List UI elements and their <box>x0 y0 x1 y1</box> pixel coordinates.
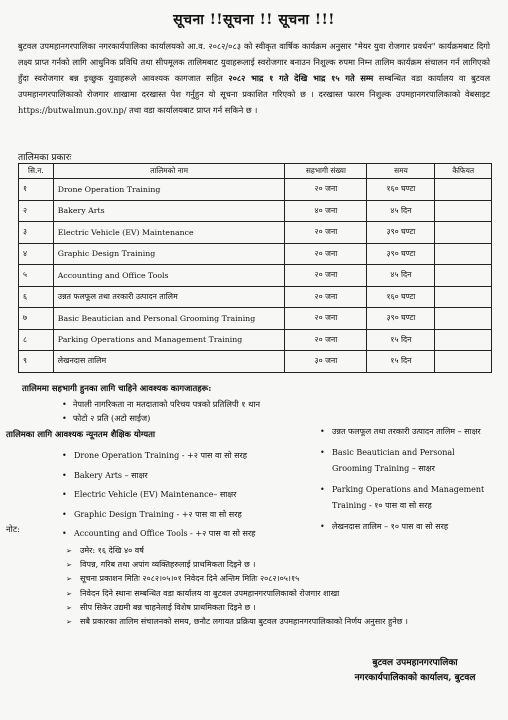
list-item: • नेपाली नागरिकता ना मतदाताको परिचय पत्रको प्रतिलिपी १ थान <box>62 397 260 411</box>
signature-line-2: नगरकार्यपालिकाको कार्यालय, बुटवल <box>354 673 476 683</box>
row-remarks <box>435 222 492 244</box>
notes-list <box>66 544 496 629</box>
notice-heading: सूचना !!सूचना !! सूचना !!! <box>173 12 335 28</box>
row-participants: २० जना <box>285 286 367 308</box>
table-row <box>19 286 492 308</box>
intro-text-part1: बुटवल उपमहानगरपालिका नगरकार्यपालिका कार्यालयको आ.व. २०८२/०८३ को स्वीकृत वार्षिक कार्यक्रम अनुसार "मेयर युवा रोजगार प्रवर्धन" कार्यक्रमबाट दिगो लक्ष्य प्राप्त गर्नको लागि आधुनिक प्रविधि तथा सीपमूलक तालिमबाट युवाहरूलाई स्वरोजगार बनाउन निशुल्क रुपमा निम्न तालिम कार्यक्रम संचालन गर्न लागिएको हुँदा स्वरोजगार बन्न इच्छुक युवाहरूले आवश्यक कागजात सहित <box>18 41 490 83</box>
row-duration: ३९० घण्टा <box>367 222 435 244</box>
list-item: • Parking Operations and Management Training - १० पास वा सो सरह <box>320 482 496 514</box>
row-remarks <box>435 329 492 351</box>
intro-paragraph <box>18 38 490 118</box>
row-remarks <box>435 200 492 222</box>
list-item: • Accounting and Office Tools - +२ पास वा सो सरह <box>62 524 302 544</box>
header-sn: सि.न. <box>19 164 54 179</box>
table-row <box>19 308 492 330</box>
row-participants: २० जना <box>285 222 367 244</box>
row-training-name: Basic Beautician and Personal Grooming Training <box>53 308 285 330</box>
list-item: • फोटो २ प्रति (अटो साईज) <box>62 411 260 425</box>
table-row <box>19 243 492 265</box>
row-participants: २० जना <box>285 179 367 201</box>
row-participants: २० जना <box>285 243 367 265</box>
table-row <box>19 265 492 287</box>
row-sn: ६ <box>19 286 54 308</box>
row-duration: ४५ दिन <box>367 200 435 222</box>
row-sn: ७ <box>19 308 54 330</box>
row-remarks <box>435 308 492 330</box>
table-row <box>19 200 492 222</box>
row-participants: २० जना <box>285 329 367 351</box>
row-training-name: उन्नत फलफूल तथा तरकारी उत्पादन तालिम <box>53 286 285 308</box>
list-item: ➢ सबै प्रकारका तालिम संचालनको समय, छनौट लगायत प्रक्रिया बुटवल उपमहानगरपालिकाको निर्णय अनुसार हुनेछ । <box>66 615 496 629</box>
row-sn: ३ <box>19 222 54 244</box>
row-duration: १६० घण्टा <box>367 179 435 201</box>
table-row <box>19 179 492 201</box>
list-item: ➢ विपन्न, गरिब तथा अपांग व्यक्तिहरुलाई प्राथमिकता दिइने छ । <box>66 558 496 572</box>
list-item: ➢ उमेर: १६ देखि ४० वर्ष <box>66 544 496 558</box>
table-row <box>19 351 492 373</box>
signature-block <box>330 656 500 686</box>
row-sn: २ <box>19 200 54 222</box>
row-remarks <box>435 265 492 287</box>
row-training-name: Electric Vehicle (EV) Maintenance <box>53 222 285 244</box>
list-item: • Basic Beautician and Personal Grooming Training – साक्षर <box>320 445 496 477</box>
qualification-title: तालिमका लागि आवश्यक न्यूनतम शैक्षिक योग्यता <box>6 429 156 439</box>
header-training-name: तालिमको नाम <box>53 164 285 179</box>
row-sn: ९ <box>19 351 54 373</box>
row-training-name: लेखनदास तालिम <box>53 351 285 373</box>
table-row <box>19 222 492 244</box>
header-duration: समय <box>367 164 435 179</box>
qualification-list-left <box>62 446 302 544</box>
row-remarks <box>435 286 492 308</box>
row-remarks <box>435 179 492 201</box>
row-sn: १ <box>19 179 54 201</box>
row-training-name: Graphic Design Training <box>53 243 285 265</box>
row-participants: २० जना <box>285 265 367 287</box>
list-item: • उन्नत फलफूल तथा तरकारी उत्पादन तालिम – साक्षर <box>320 424 496 440</box>
list-item: • Bakery Arts – साक्षर <box>62 466 302 486</box>
row-duration: १५ दिन <box>367 329 435 351</box>
notes-title: नोट: <box>6 524 20 534</box>
list-item: ➢ सूचना प्रकाशन मितिः २०८२।०५।०१ निवेदन दिने अन्तिम मितिः २०८२।०५।१५ <box>66 572 496 586</box>
list-item: • Electric Vehicle (EV) Maintenance– साक्षर <box>62 485 302 505</box>
intro-text-part2: सम्बन्धित वडा कार्यालय वा बुटवल उपमहानगरपालिकाको रोजगार शाखामा दरखास्त पेश गर्नुहुन यो सूचना प्रकाशित गरिएको छ । दरखास्त फारम निशुल्क उपमहानगरपालिकाको वेबसाइट https://butwalmun.gov.np/ तथा वडा कार्यालयबाट प्राप्त गर्न सकिने छ । <box>18 73 490 115</box>
table-header-row <box>19 164 492 179</box>
row-sn: ५ <box>19 265 54 287</box>
list-item: ➢ सीप सिकेर उद्यमी बन्न चाहनेलाई विशेष प्राथमिकता दिइने छ । <box>66 601 496 615</box>
required-documents-list <box>62 397 260 425</box>
list-item: • लेखनदास तालिम – १० पास वा सो सरह <box>320 519 496 535</box>
row-duration: ३९० घण्टा <box>367 308 435 330</box>
row-remarks <box>435 243 492 265</box>
row-duration: १५ दिन <box>367 351 435 373</box>
qualification-list-right <box>320 424 496 540</box>
application-deadline: २०८२ भाद्र १ गते देखि भाद्र १५ गते सम्म <box>228 73 374 83</box>
row-training-name: Drone Operation Training <box>53 179 285 201</box>
table-row <box>19 329 492 351</box>
list-item: • Graphic Design Training - +२ पास वा सो सरह <box>62 505 302 525</box>
row-sn: ४ <box>19 243 54 265</box>
row-training-name: Parking Operations and Management Training <box>53 329 285 351</box>
list-item: • Drone Operation Training - +२ पास वा सो सरह <box>62 446 302 466</box>
header-participants: सहभागी संख्या <box>285 164 367 179</box>
row-participants: २० जना <box>285 308 367 330</box>
row-participants: ४० जना <box>285 200 367 222</box>
header-remarks: कैफियत <box>435 164 492 179</box>
required-documents-title: तालिममा सहभागी हुनका लागि चाहिने आवश्यक कागजातहरू: <box>22 383 212 393</box>
row-participants: ३० जना <box>285 351 367 373</box>
row-training-name: Accounting and Office Tools <box>53 265 285 287</box>
training-table-title: तालिमका प्रकारः <box>18 153 72 163</box>
row-sn: ८ <box>19 329 54 351</box>
signature-line-1: बुटवल उपमहानगरपालिका <box>372 658 458 668</box>
list-item: ➢ निवेदन दिने स्थानः सम्बन्धित वडा कार्यालय वा बुटवल उपमहानगरपालिकाको रोजगार शाखा <box>66 587 496 601</box>
row-remarks <box>435 351 492 373</box>
row-duration: ३९० घण्टा <box>367 243 435 265</box>
row-duration: ४५ दिन <box>367 265 435 287</box>
row-training-name: Bakery Arts <box>53 200 285 222</box>
row-duration: १६० घण्टा <box>367 286 435 308</box>
training-table <box>18 163 492 373</box>
